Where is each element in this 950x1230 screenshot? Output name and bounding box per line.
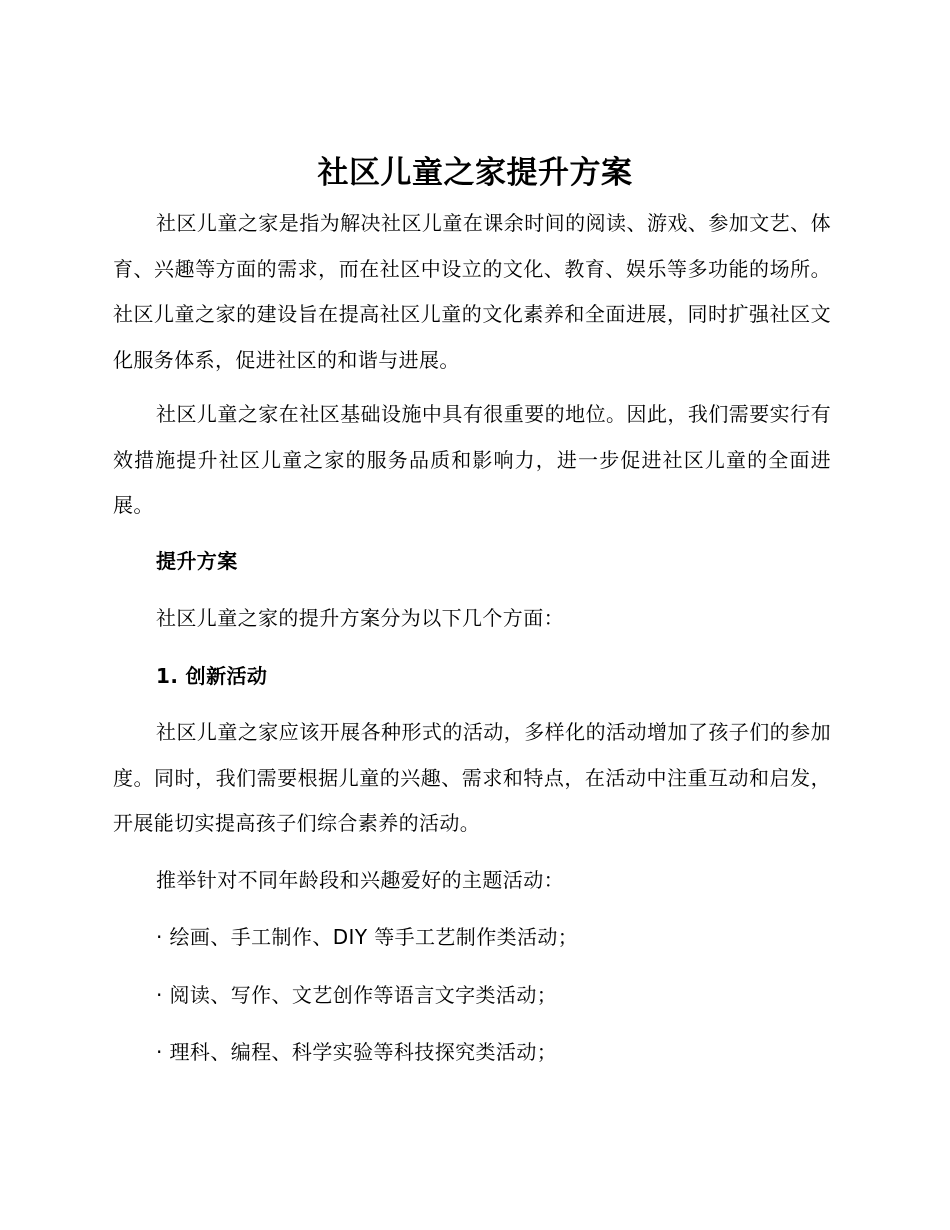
- list-item: · 理科、编程、科学实验等科技探究类活动；: [156, 1040, 558, 1064]
- subsection-1-paragraph: 社区儿童之家应该开展各种形式的活动，多样化的活动增加了孩子们的参加度。同时，我们需要根据儿童的兴趣、需求和特点，在活动中注重互动和启发，开展能切实提高孩子们综合素养的活动。: [113, 720, 831, 835]
- intro-paragraph-2: 社区儿童之家在社区基础设施中具有很重要的地位。因此，我们需要实行有效措施提升社区儿童之家的服务品质和影响力，进一步促进社区儿童的全面进展。: [113, 402, 831, 517]
- document-title: 社区儿童之家提升方案: [317, 155, 633, 191]
- recommend-intro: 推举针对不同年龄段和兴趣爱好的主题活动：: [156, 868, 564, 892]
- subsection-1-heading: 1. 创新活动: [156, 664, 268, 688]
- section-intro: 社区儿童之家的提升方案分为以下几个方面：: [156, 606, 564, 630]
- list-item: · 阅读、写作、文艺创作等语言文字类活动；: [156, 983, 558, 1007]
- intro-paragraph-1: 社区儿童之家是指为解决社区儿童在课余时间的阅读、游戏、参加文艺、体育、兴趣等方面的需求，而在社区中设立的文化、教育、娱乐等多功能的场所。社区儿童之家的建设旨在提高社区儿童的文化素养和全面进展，同时扩强社区文化服务体系，促进社区的和谐与进展。: [113, 211, 831, 372]
- list-item: · 绘画、手工制作、DIY 等手工艺制作类活动；: [156, 925, 579, 949]
- section-heading: 提升方案: [156, 549, 238, 573]
